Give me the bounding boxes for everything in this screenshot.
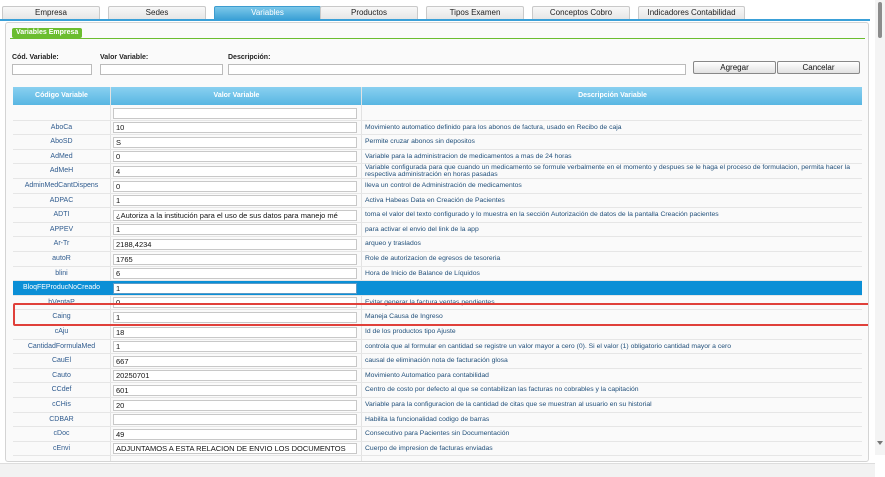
cell-value-input[interactable]: 667 <box>113 356 357 367</box>
tab-sedes[interactable]: Sedes <box>108 6 206 19</box>
cell-code: bVentaP <box>48 298 75 306</box>
cell-code: APPEV <box>49 225 74 233</box>
cell-description: Variable configurada para que cuando un medicamento se formule verbalmente en el momento y despues se le haga el proceso de formulacion, permita hacer la respectiva administración en horas pasadas <box>365 164 851 178</box>
table-row[interactable] <box>13 413 862 428</box>
cell-code: CDBAR <box>49 415 74 423</box>
cancel-button[interactable]: Cancelar <box>777 61 860 74</box>
table-row[interactable] <box>13 135 862 150</box>
table-row[interactable] <box>13 442 862 457</box>
cell-value-input[interactable]: S <box>113 137 357 148</box>
tab-empresa[interactable]: Empresa <box>2 6 100 19</box>
cell-value-input[interactable]: 0 <box>113 181 357 192</box>
table-row[interactable] <box>13 340 862 355</box>
table-row[interactable] <box>13 237 862 252</box>
code-label: Cód. Variable: <box>12 54 59 61</box>
table-row[interactable] <box>13 325 862 340</box>
cell-value-input[interactable]: 49 <box>113 429 357 440</box>
tab-conceptos-cobro[interactable]: Conceptos Cobro <box>532 6 630 19</box>
value-label: Valor Variable: <box>100 54 149 61</box>
header-value[interactable]: Valor Variable <box>213 92 260 99</box>
tab-underline <box>0 19 870 21</box>
tab-productos[interactable]: Productos <box>320 6 418 19</box>
variables-panel <box>5 22 869 462</box>
cell-description: Activa Habeas Data en Creación de Pacientes <box>365 196 505 204</box>
cell-value-input[interactable]: 601 <box>113 385 357 396</box>
cell-value-input[interactable]: 10 <box>113 122 357 133</box>
table-row[interactable] <box>13 194 862 209</box>
cell-description: Variable para la configuracion de la cantidad de citas que se muestran al usuario en su historial <box>365 401 652 408</box>
cell-description: Role de autorizacion de egresos de tesoreria <box>365 255 501 262</box>
table-row[interactable] <box>13 208 862 223</box>
cell-value-input[interactable]: 1 <box>113 312 357 323</box>
cell-code: Caing <box>52 313 71 321</box>
cell-value-input[interactable]: 1 <box>113 224 357 235</box>
cell-code: AboSD <box>50 138 73 146</box>
cell-description: Habilita la funcionalidad codigo de barras <box>365 415 490 423</box>
cell-value-input[interactable]: 6 <box>113 268 357 279</box>
cell-value-input[interactable]: 1 <box>113 283 357 294</box>
selection-highlight-box <box>13 303 869 326</box>
cell-code: AdminMedCantDispens <box>24 182 99 189</box>
table-row[interactable] <box>13 179 862 194</box>
cell-value-input[interactable]: 4 <box>113 166 357 177</box>
description-label: Descripción: <box>228 54 271 61</box>
table-row[interactable] <box>13 267 862 282</box>
cell-code: ADTI <box>53 211 70 219</box>
cell-code: AboCa <box>50 123 73 131</box>
cell-description: Movimiento automatico definido para los abonos de factura, usado en Recibo de caja <box>365 123 622 131</box>
table-row[interactable] <box>13 354 862 369</box>
cell-description: Evitar generar la factura ventas pendientes <box>365 298 495 306</box>
cell-code: cEnvi <box>52 444 71 452</box>
code-input[interactable] <box>12 64 92 75</box>
cell-description: Consecutivo para Pacientes sin Documentación <box>365 430 510 438</box>
cell-description: arqueo y traslados <box>365 240 421 248</box>
tab-tipos-examen[interactable]: Tipos Examen <box>426 6 524 19</box>
cell-code: cCHis <box>52 401 71 408</box>
cell-code: AdMeH <box>49 167 74 175</box>
panel-title: Variables Empresa <box>12 28 82 38</box>
table-row[interactable] <box>13 121 862 136</box>
cell-code: cAju <box>54 328 69 335</box>
cell-code: Ar-Tr <box>53 240 70 248</box>
table-row[interactable] <box>13 383 862 398</box>
scrollbar-thumb[interactable] <box>878 2 882 38</box>
cell-description: Centro de costo por defecto al que se contabilizan las facturas no cobrables y la capitación <box>365 386 639 394</box>
cell-value-input[interactable]: 0 <box>113 151 357 162</box>
cell-description: controla que al formular en cantidad se registre un valor mayor a cero (0). Si el valor (1) obligatorio cantidad mayor a cero <box>365 342 732 350</box>
table-row[interactable] <box>13 223 862 238</box>
cell-description: toma el valor del texto configurado y lo muestra en la sección Autorización de datos de la pantalla Creación pacientes <box>365 211 719 219</box>
cell-description: Cuerpo de impresion de facturas enviadas <box>365 444 493 452</box>
header-code[interactable]: Código Variable <box>35 92 88 99</box>
table-row[interactable] <box>13 427 862 442</box>
cell-description: Permite cruzar abonos sin depositos <box>365 138 475 146</box>
table-row[interactable] <box>13 398 862 413</box>
cell-code: autoR <box>52 255 71 262</box>
cell-code: ADPAC <box>49 196 74 204</box>
cell-description: Variable para la administracion de medicamentos a mas de 24 horas <box>365 152 572 160</box>
cell-description: Hora de Inicio de Balance de Líquidos <box>365 269 480 277</box>
cell-value-input[interactable]: 20 <box>113 400 357 411</box>
cell-value-input[interactable]: ¿Autoriza a la institución para el uso de sus datos para manejo mé <box>113 210 357 221</box>
panel-divider <box>10 38 865 39</box>
cell-description: para activar el envio del link de la app <box>365 225 479 233</box>
table-row[interactable] <box>13 252 862 267</box>
cell-description: lleva un control de Administración de medicamentos <box>365 182 522 189</box>
cell-description: causal de eliminación nota de facturación glosa <box>365 357 508 365</box>
cell-code: BloqFEProducNoCreado <box>22 284 101 292</box>
value-input[interactable] <box>100 64 223 75</box>
cell-description <box>363 281 862 295</box>
tab-bar <box>0 6 872 19</box>
grid-header <box>13 87 862 105</box>
table-row-selected[interactable] <box>13 281 862 296</box>
bottom-bar <box>0 463 875 477</box>
table-row[interactable] <box>13 369 862 384</box>
add-button[interactable]: Agregar <box>693 61 776 74</box>
header-description[interactable]: Descripción Variable <box>578 92 647 99</box>
cell-code: Cauto <box>52 371 71 379</box>
cell-code: CCdef <box>51 386 72 394</box>
variables-grid <box>13 87 862 462</box>
cell-value-input[interactable]: 1 <box>113 195 357 206</box>
cell-value-input[interactable]: 1765 <box>113 254 357 265</box>
cell-value-input[interactable]: 0 <box>113 297 357 308</box>
cell-code <box>13 106 110 120</box>
cell-code: blini <box>55 269 68 277</box>
cell-code: AdMed <box>50 152 73 160</box>
cell-value-input[interactable] <box>113 108 357 119</box>
page-scrollbar[interactable] <box>875 0 885 455</box>
tab-indicadores-contabilidad[interactable]: Indicadores Contabilidad <box>638 6 745 19</box>
cell-code: CauEl <box>51 357 72 365</box>
cell-description: Movimiento Automatico para contabilidad <box>365 371 489 379</box>
cell-value-input[interactable]: 1 <box>113 341 357 352</box>
cell-value-input[interactable]: 18 <box>113 327 357 338</box>
cell-description <box>363 106 862 120</box>
cell-description: Maneja Causa de Ingreso <box>365 313 443 321</box>
cell-value-input[interactable] <box>113 414 357 425</box>
tab-variables[interactable]: Variables <box>214 6 321 19</box>
cell-value-input[interactable]: 2188,4234 <box>113 239 357 250</box>
cell-value-input[interactable]: 20250701 <box>113 370 357 381</box>
cell-code: CantidadFormulaMed <box>27 342 96 350</box>
scroll-down-icon[interactable] <box>877 441 883 445</box>
table-row[interactable] <box>13 150 862 165</box>
cell-code: cDoc <box>53 430 70 438</box>
description-input[interactable] <box>228 64 686 75</box>
table-row[interactable] <box>13 106 862 121</box>
table-row[interactable] <box>13 164 862 179</box>
cell-value-input[interactable]: ADJUNTAMOS A ESTA RELACION DE ENVIO LOS DOCUMENTOS <box>113 443 357 454</box>
cell-description: Id de los productos tipo Ajuste <box>365 328 456 335</box>
